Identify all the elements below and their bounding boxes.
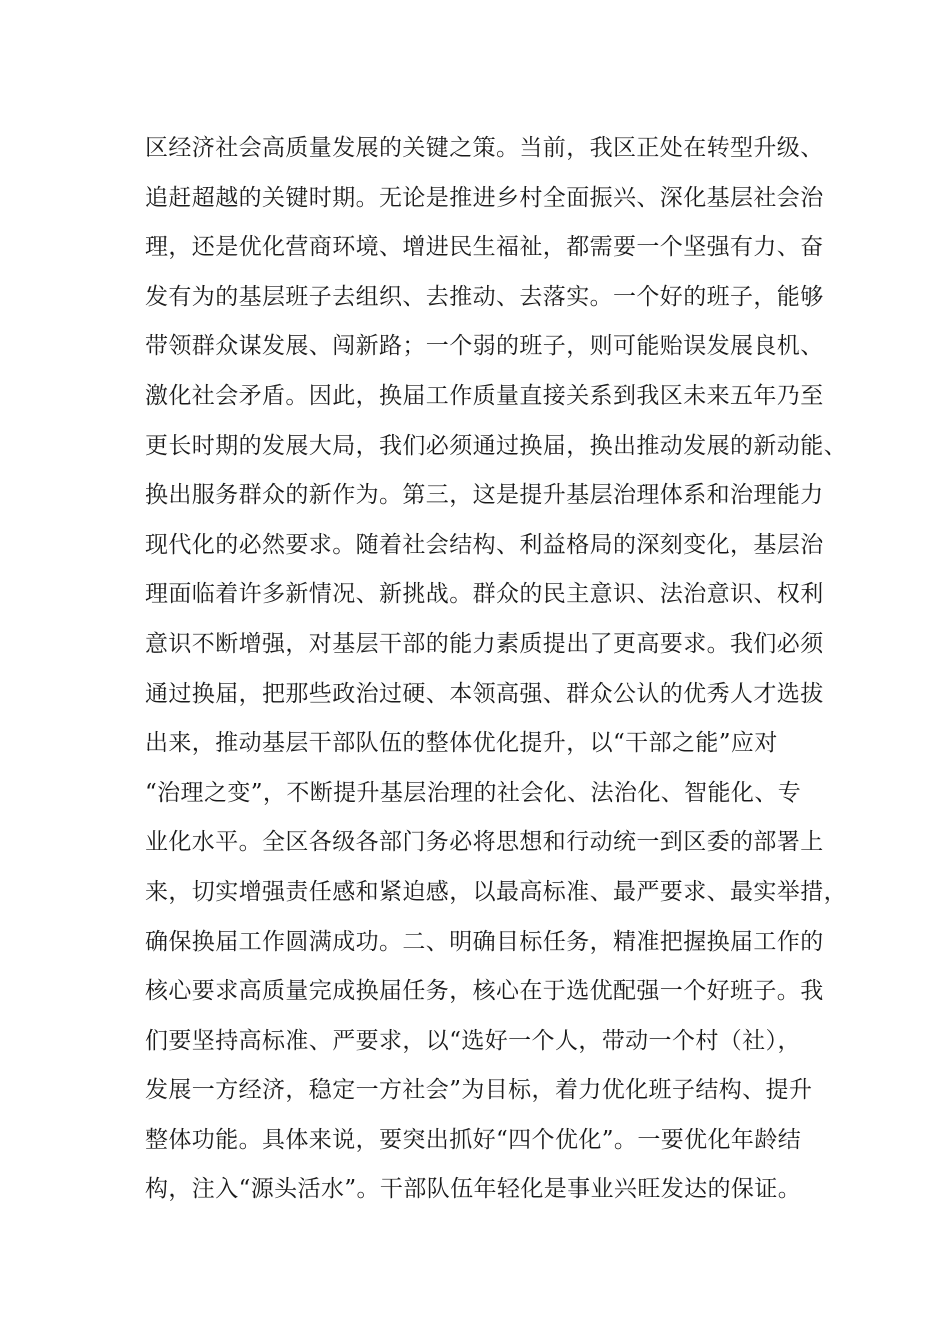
text-line: 理面临着许多新情况、新挑战。群众的民主意识、法治意识、权利	[145, 581, 824, 608]
text-line: 发展一方经济，稳定一方社会”为目标，着力优化班子结构、提升	[145, 1077, 813, 1104]
text-line: 构，注入“源头活水”。干部队伍年轻化是事业兴旺发达的保证。	[145, 1176, 802, 1203]
text-line: 激化社会矛盾。因此，换届工作质量直接关系到我区未来五年乃至	[145, 382, 824, 409]
text-line: “治理之变”，不断提升基层治理的社会化、法治化、智能化、专	[145, 779, 802, 806]
text-line: 带领群众谋发展、闯新路；一个弱的班子，则可能贻误发展良机、	[145, 333, 824, 360]
text-line: 意识不断增强，对基层干部的能力素质提出了更高要求。我们必须	[145, 630, 824, 657]
text-line: 确保换届工作圆满成功。二、明确目标任务，精准把握换届工作的	[145, 928, 824, 955]
text-line: 整体功能。具体来说，要突出抓好“四个优化”。一要优化年龄结	[145, 1126, 802, 1153]
text-line: 们要坚持高标准、严要求，以“选好一个人，带动一个村（社），	[145, 1027, 801, 1054]
text-line: 通过换届，把那些政治过硬、本领高强、群众公认的优秀人才选拔	[145, 680, 824, 707]
text-line: 业化水平。全区各级各部门务必将思想和行动统一到区委的部署上	[145, 829, 824, 856]
text-line: 出来，推动基层干部队伍的整体优化提升，以“干部之能”应对	[145, 730, 778, 757]
text-line: 来，切实增强责任感和紧迫感，以最高标准、最严要求、最实举措，	[145, 878, 847, 905]
body-text	[145, 130, 847, 1221]
text-line: 追赶超越的关键时期。无论是推进乡村全面振兴、深化基层社会治	[145, 184, 824, 211]
text-line: 换出服务群众的新作为。第三，这是提升基层治理体系和治理能力	[145, 482, 824, 509]
text-line: 现代化的必然要求。随着社会结构、利益格局的深刻变化，基层治	[145, 531, 824, 558]
text-line: 区经济社会高质量发展的关键之策。当前，我区正处在转型升级、	[145, 135, 824, 161]
text-line: 核心要求高质量完成换届任务，核心在于选优配强一个好班子。我	[145, 978, 824, 1005]
text-line: 发有为的基层班子去组织、去推动、去落实。一个好的班子，能够	[145, 283, 824, 310]
text-line: 更长时期的发展大局，我们必须通过换届，换出推动发展的新动能、	[145, 432, 847, 459]
text-line: 理，还是优化营商环境、增进民生福祉，都需要一个坚强有力、奋	[145, 234, 824, 261]
